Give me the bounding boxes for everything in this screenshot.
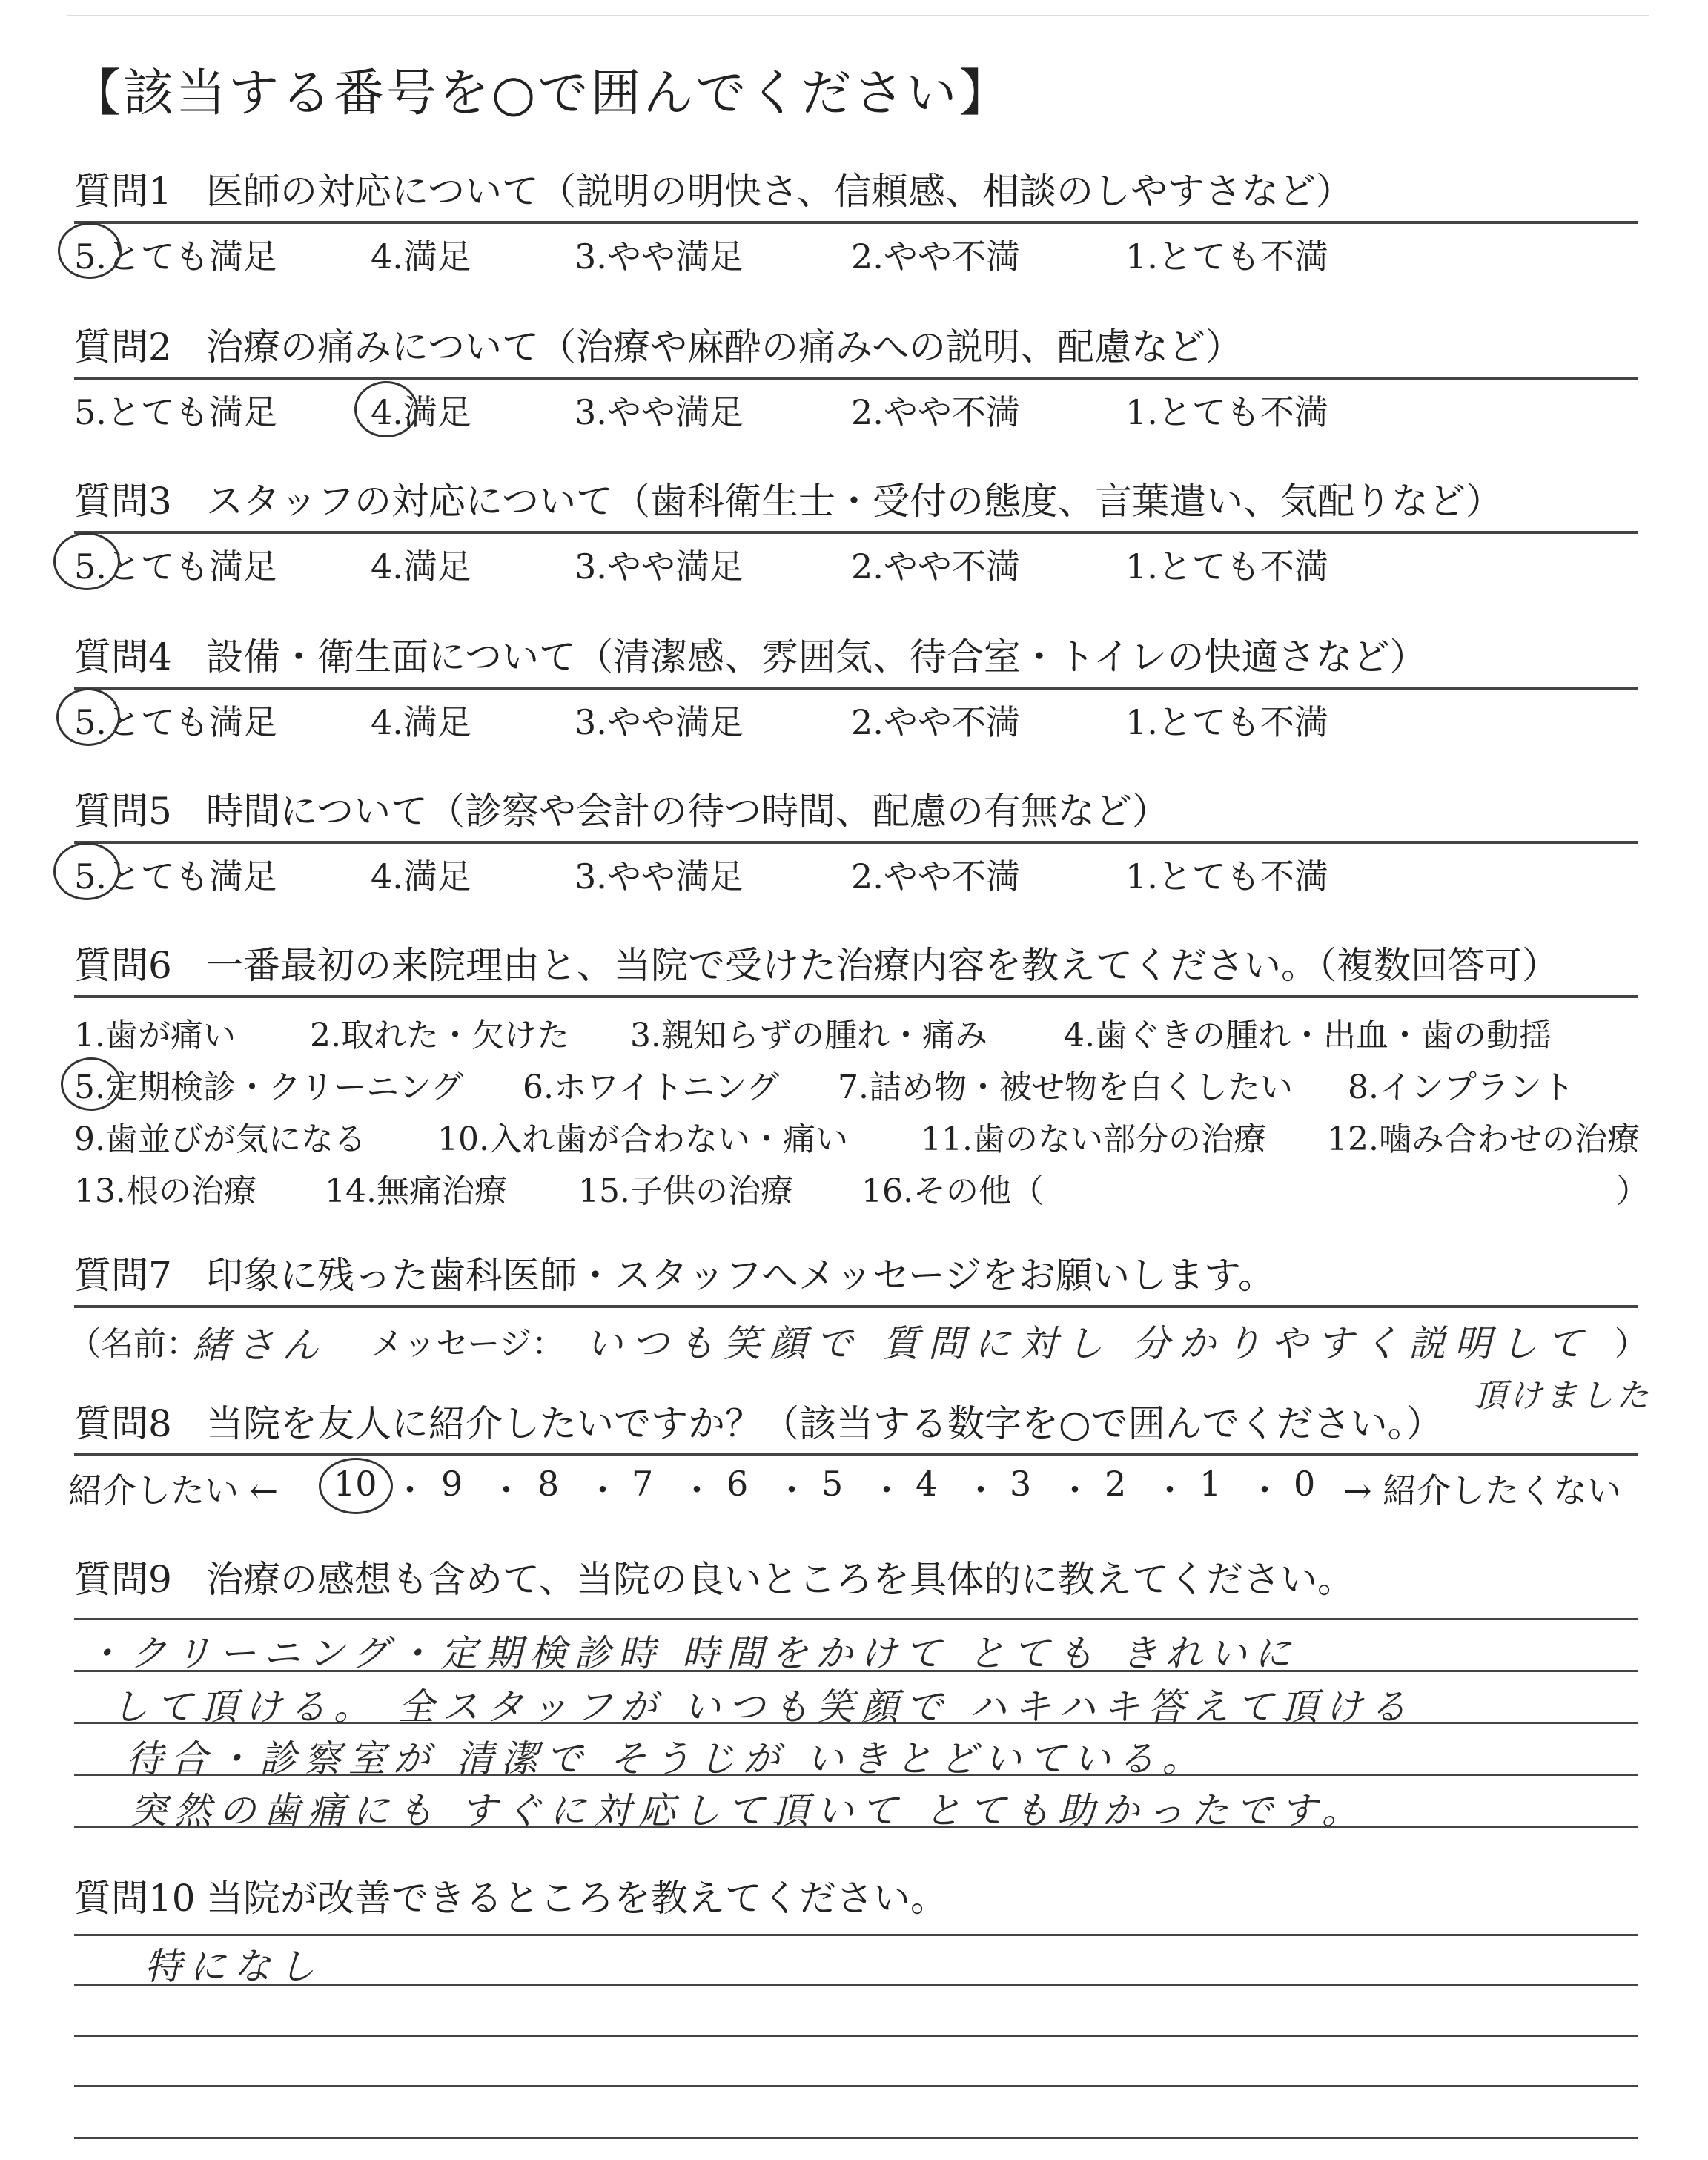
question-3 (74, 472, 1638, 593)
q8-scale-8[interactable]: 8 (537, 1464, 560, 1504)
q9-answer-line-2[interactable]: して頂ける。 全スタッフが いつも笑顔で ハキハキ答えて頂ける (111, 1685, 1414, 1728)
q3-option-1[interactable]: 1.とても不満 (1125, 546, 1328, 587)
q8-scale-dot: ・ (393, 1470, 427, 1510)
question-4-number: 質問4 (74, 635, 172, 678)
q4-option-3[interactable]: 3.やや満足 (575, 702, 744, 742)
question-5-title (74, 782, 1638, 844)
q7-close-paren: ） (1615, 1325, 1647, 1363)
q9-answer-line-1[interactable]: ・クリーニング・定期検診時 時間をかけて とても きれいに (85, 1632, 1299, 1675)
question-9-text: 治療の感想も含めて、当院の良いところを具体的に教えてください。 (206, 1558, 1354, 1601)
question-6-title (74, 936, 1638, 998)
question-2-options (74, 380, 1638, 439)
q8-scale-dot: ・ (586, 1470, 620, 1510)
q6-option-6[interactable]: 6.ホワイトニング (523, 1069, 780, 1106)
question-9-number: 質問9 (74, 1558, 172, 1601)
question-7-number: 質問7 (74, 1254, 172, 1297)
question-8-number: 質問8 (74, 1402, 172, 1445)
question-5-options (74, 844, 1638, 903)
question-9-title (74, 1550, 1638, 1603)
q1-option-3[interactable]: 3.やや満足 (575, 237, 744, 277)
question-1-title (74, 162, 1638, 224)
q6-option-3[interactable]: 3.親知らずの腫れ・痛み (630, 1017, 987, 1054)
question-7-title (74, 1246, 1638, 1308)
q4-option-1[interactable]: 1.とても不満 (1125, 702, 1328, 742)
q8-scale-1[interactable]: 1 (1199, 1464, 1222, 1504)
question-3-text: スタッフの対応について（歯科衛生士・受付の態度、言葉遣い、気配りなど） (206, 480, 1503, 523)
q5-option-1[interactable]: 1.とても不満 (1125, 856, 1328, 896)
question-1-text: 医師の対応について（説明の明快さ、信頼感、相談のしやすさなど） (206, 170, 1353, 213)
q6-option-9[interactable]: 9.歯並びが気になる (74, 1120, 366, 1158)
selection-circle (61, 1057, 122, 1111)
q8-scale-dot: ・ (1248, 1470, 1282, 1510)
question-8-scale (68, 1456, 1638, 1516)
answer-rule (74, 2035, 1638, 2037)
q6-option-13[interactable]: 13.根の治療 (74, 1172, 256, 1210)
q1-option-5[interactable]: 5.とても満足 (74, 237, 277, 277)
question-2-text: 治療の痛みについて（治療や麻酔の痛みへの説明、配慮など） (206, 326, 1242, 369)
q9-answer-line-4[interactable]: 突然の歯痛にも すぐに対応して頂いて とても助かったです。 (130, 1789, 1366, 1832)
question-8-text: 当院を友人に紹介したいですか？（該当する数字を○で囲んでください。） (206, 1402, 1443, 1445)
q2-option-1[interactable]: 1.とても不満 (1125, 392, 1328, 432)
question-6-text: 一番最初の来院理由と、当院で受けた治療内容を教えてください。（複数回答可） (206, 944, 1559, 987)
q8-right-label: → 紹介したくない (1343, 1470, 1622, 1510)
question-2-title (74, 317, 1638, 380)
q6-option-1[interactable]: 1.歯が痛い (74, 1017, 236, 1054)
q8-scale-7[interactable]: 7 (632, 1464, 654, 1504)
selection-circle (319, 1458, 393, 1514)
question-5-text: 時間について（診察や会計の待つ時間、配慮の有無など） (206, 790, 1169, 833)
question-4-title (74, 627, 1638, 690)
q6-option-11[interactable]: 11.歯のない部分の治療 (921, 1120, 1266, 1158)
q8-scale-dot: ・ (870, 1470, 904, 1510)
answer-rule (74, 1934, 1638, 1936)
q3-option-5[interactable]: 5.とても満足 (74, 546, 277, 587)
q5-option-5[interactable]: 5.とても満足 (74, 856, 277, 896)
q6-option-16[interactable]: 16.その他（ (861, 1172, 1044, 1210)
q6-option-4[interactable]: 4.歯ぐきの腫れ・出血・歯の動揺 (1064, 1017, 1552, 1054)
q8-scale-dot: ・ (1058, 1470, 1092, 1510)
q7-message-line-2[interactable]: 頂けました (1474, 1377, 1652, 1415)
q5-option-4[interactable]: 4.満足 (371, 856, 471, 896)
question-1-number: 質問1 (74, 170, 172, 213)
q6-option-12[interactable]: 12.噛み合わせの治療 (1327, 1120, 1640, 1158)
page-heading: 【該当する番号を○で囲んでください】 (70, 65, 1012, 123)
q6-option-14[interactable]: 14.無痛治療 (325, 1172, 507, 1210)
question-1 (74, 162, 1638, 283)
q6-option-15[interactable]: 15.子供の治療 (578, 1172, 793, 1210)
q7-message-label: メッセージ： (371, 1325, 565, 1363)
q2-option-5[interactable]: 5.とても満足 (74, 392, 277, 432)
question-8 (68, 1394, 1638, 1516)
question-10-number: 質問10 (74, 1877, 196, 1920)
q7-name-label: （名前： (68, 1325, 199, 1363)
q2-option-2[interactable]: 2.やや不満 (851, 392, 1020, 432)
q6-option-8[interactable]: 8.インプラント (1348, 1069, 1575, 1106)
question-3-options (74, 534, 1638, 593)
answer-rule (74, 1618, 1638, 1620)
q3-option-4[interactable]: 4.満足 (371, 546, 471, 587)
selection-circle (53, 532, 120, 590)
q1-option-2[interactable]: 2.やや不満 (851, 237, 1020, 277)
q8-scale-4[interactable]: 4 (916, 1464, 938, 1504)
question-6 (74, 936, 1649, 1221)
q8-scale-dot: ・ (775, 1470, 809, 1510)
q6-option-2[interactable]: 2.取れた・欠けた (310, 1017, 569, 1054)
q8-scale-dot: ・ (964, 1470, 998, 1510)
question-9 (74, 1550, 1638, 1603)
q8-scale-6[interactable]: 6 (726, 1464, 749, 1504)
question-7 (68, 1246, 1652, 1419)
top-border (67, 15, 1649, 16)
selection-circle (354, 381, 418, 437)
selection-circle (58, 222, 122, 279)
question-3-number: 質問3 (74, 480, 172, 523)
q8-scale-9[interactable]: 9 (441, 1464, 463, 1504)
q6-other-close-paren: ） (1616, 1172, 1649, 1210)
q5-option-3[interactable]: 3.やや満足 (575, 856, 744, 896)
q9-answer-line-3[interactable]: 待合・診察室が 清潔で そうじが いきとどいている。 (126, 1737, 1207, 1780)
q8-scale-0[interactable]: 0 (1294, 1464, 1316, 1504)
question-2 (74, 317, 1638, 439)
q4-option-4[interactable]: 4.満足 (371, 702, 471, 742)
question-5 (74, 782, 1638, 903)
question-4 (74, 627, 1638, 749)
question-4-text: 設備・衛生面について（清潔感、雰囲気、待合室・トイレの快適さなど） (206, 635, 1427, 678)
q10-answer-line-1[interactable]: 特になし (145, 1945, 322, 1988)
answer-rule (74, 2137, 1638, 2139)
q2-option-4[interactable]: 4.満足 (371, 392, 471, 432)
question-4-options (74, 690, 1638, 749)
question-1-options (74, 224, 1638, 283)
q1-option-4[interactable]: 4.満足 (371, 237, 471, 277)
q6-option-5[interactable]: 5.定期検診・クリーニング (74, 1069, 464, 1106)
q7-name-value[interactable]: 緒さん (193, 1324, 326, 1367)
q2-option-3[interactable]: 3.やや満足 (575, 392, 744, 432)
question-3-title (74, 472, 1638, 534)
q8-scale-dot: ・ (489, 1470, 523, 1510)
q6-option-10[interactable]: 10.入れ歯が合わない・痛い (437, 1120, 848, 1158)
q8-scale-5[interactable]: 5 (821, 1464, 844, 1504)
q3-option-2[interactable]: 2.やや不満 (851, 546, 1020, 587)
question-10 (74, 1869, 1638, 1922)
q8-scale-dot: ・ (1153, 1470, 1187, 1510)
question-6-number: 質問6 (74, 944, 172, 987)
question-2-number: 質問2 (74, 326, 172, 369)
question-10-title (74, 1869, 1638, 1922)
question-5-number: 質問5 (74, 790, 172, 833)
q8-scale-dot: ・ (680, 1470, 714, 1510)
q1-option-1[interactable]: 1.とても不満 (1125, 237, 1328, 277)
question-7-text: 印象に残った歯科医師・スタッフへメッセージをお願いします。 (206, 1254, 1275, 1297)
selection-circle (53, 842, 120, 900)
question-8-title (74, 1394, 1638, 1456)
q8-scale-2[interactable]: 2 (1105, 1464, 1127, 1504)
q8-scale-10[interactable]: 10 (334, 1464, 377, 1504)
q3-option-3[interactable]: 3.やや満足 (575, 546, 744, 587)
q6-option-7[interactable]: 7.詰め物・被せ物を白くしたい (838, 1069, 1293, 1106)
answer-rule (74, 2085, 1638, 2087)
question-6-options (74, 998, 1649, 1221)
q4-option-5[interactable]: 5.とても満足 (74, 702, 277, 742)
selection-circle (56, 688, 120, 746)
q7-message-line-1[interactable]: いつも笑顔で 質問に対し 分かりやすく説明して (586, 1322, 1592, 1365)
q8-scale-3[interactable]: 3 (1010, 1464, 1032, 1504)
q8-left-label: 紹介したい ← (68, 1470, 279, 1510)
q4-option-2[interactable]: 2.やや不満 (851, 702, 1020, 742)
question-10-text: 当院が改善できるところを教えてください。 (206, 1877, 947, 1920)
q5-option-2[interactable]: 2.やや不満 (851, 856, 1020, 896)
